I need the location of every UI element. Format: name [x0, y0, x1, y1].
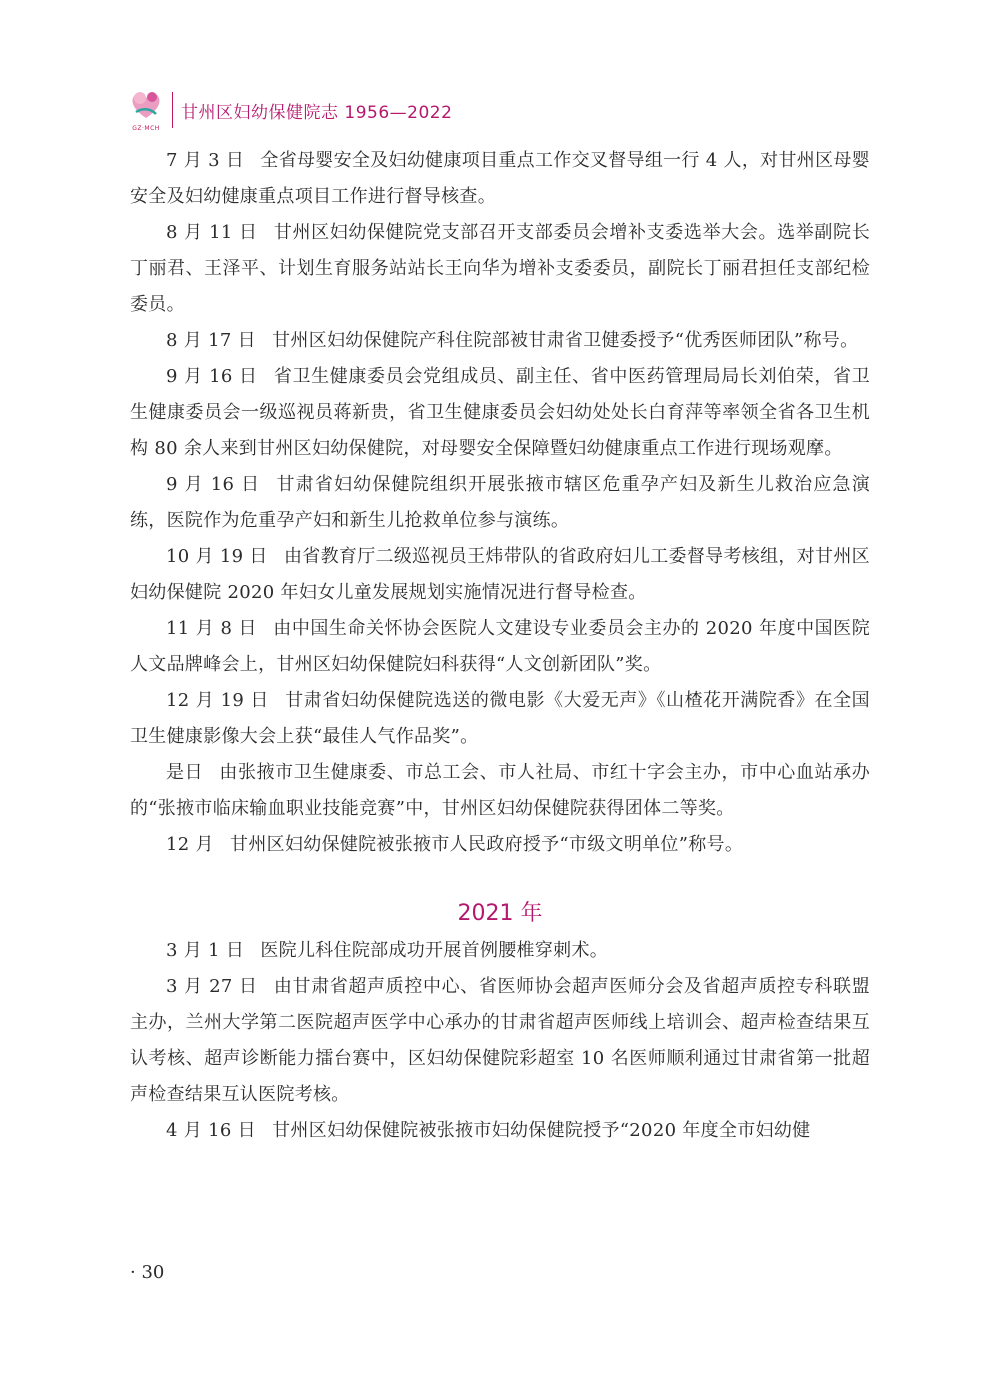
- chronicle-entry: [130, 323, 870, 359]
- chronicle-entry: [130, 827, 870, 863]
- page-header: [128, 88, 452, 132]
- hospital-logo-icon: [128, 88, 164, 132]
- chronicle-entry: [130, 143, 870, 215]
- entry-date: 10 月 19 日: [166, 546, 268, 567]
- entry-text: 由省教育厅二级巡视员王炜带队的省政府妇儿工委督导考核组，对甘州区妇幼保健院 2020 年妇女儿童发展规划实施情况进行督导检查。: [130, 546, 870, 603]
- entry-text: 全省母婴安全及妇幼健康项目重点工作交叉督导组一行 4 人，对甘州区母婴安全及妇幼健康重点项目工作进行督导核查。: [130, 150, 870, 207]
- page-body: [130, 143, 870, 1149]
- entry-date: 12 月: [166, 834, 214, 855]
- entry-text: 由中国生命关怀协会医院人文建设专业委员会主办的 2020 年度中国医院人文品牌峰会上，甘州区妇幼保健院妇科获得“人文创新团队”奖。: [130, 618, 871, 675]
- entry-text: 由张掖市卫生健康委、市总工会、市人社局、市红十字会主办，市中心血站承办的“张掖市临床输血职业技能竞赛”中，甘州区妇幼保健院获得团体二等奖。: [130, 762, 870, 819]
- chronicle-entry: [130, 215, 870, 323]
- entry-date: 12 月 19 日: [166, 690, 269, 711]
- logo-text: GZ·MCH: [132, 125, 160, 132]
- chronicle-entry: [130, 359, 870, 467]
- entry-text: 甘州区妇幼保健院被张掖市人民政府授予“市级文明单位”称号。: [230, 834, 744, 855]
- entry-date: 9 月 16 日: [166, 366, 258, 387]
- entry-date: 是日: [166, 762, 204, 783]
- chronicle-entry: [130, 683, 870, 755]
- entry-date: 8 月 17 日: [166, 330, 256, 351]
- chronicle-entry: [130, 467, 870, 539]
- chronicle-entry: [130, 933, 870, 969]
- entries-2020: [130, 143, 870, 863]
- entry-date: 3 月 27 日: [166, 976, 258, 997]
- chronicle-entry: [130, 539, 870, 611]
- entry-date: 4 月 16 日: [166, 1120, 256, 1141]
- entry-text: 由甘肃省超声质控中心、省医师协会超声医师分会及省超声质控专科联盟主办，兰州大学第二医院超声医学中心承办的甘肃省超声医师线上培训会、超声检查结果互认考核、超声诊断能力擂台赛中，区妇幼保健院彩超室 10 名医师顺利通过甘肃省第一批超声检查结果互认医院考核。: [130, 976, 870, 1105]
- entry-date: 8 月 11 日: [166, 222, 258, 243]
- chronicle-entry: [130, 969, 870, 1113]
- entry-text: 甘州区妇幼保健院产科住院部被甘肃省卫健委授予“优秀医师团队”称号。: [272, 330, 859, 351]
- chronicle-entry: [130, 611, 870, 683]
- entry-date: 11 月 8 日: [166, 618, 258, 639]
- entry-date: 7 月 3 日: [166, 150, 245, 171]
- book-title: 甘州区妇幼保健院志 1956—2022: [181, 102, 453, 123]
- year-heading: 2021 年: [457, 901, 543, 926]
- page-number: · 30: [130, 1262, 165, 1283]
- chronicle-entry: [130, 1113, 870, 1149]
- entry-text: 省卫生健康委员会党组成员、副主任、省中医药管理局局长刘伯荣，省卫生健康委员会一级巡视员蒋新贵，省卫生健康委员会妇幼处处长白育萍等率领全省各卫生机构 80 余人来到甘州区妇幼保健院，对母婴安全保障暨妇幼健康重点工作进行现场观摩。: [130, 366, 870, 459]
- entry-date: 9 月 16 日: [166, 474, 261, 495]
- header-divider: [172, 92, 173, 128]
- entry-text: 甘肃省妇幼保健院选送的微电影《大爱无声》《山楂花开满院香》在全国卫生健康影像大会上获“最佳人气作品奖”。: [130, 690, 870, 747]
- entries-2021: [130, 933, 870, 1149]
- entry-text: 甘肃省妇幼保健院组织开展张掖市辖区危重孕产妇及新生儿救治应急演练，医院作为危重孕产妇和新生儿抢救单位参与演练。: [130, 474, 871, 531]
- entry-text: 甘州区妇幼保健院被张掖市妇幼保健院授予“2020 年度全市妇幼健: [272, 1120, 811, 1141]
- entry-date: 3 月 1 日: [166, 940, 245, 961]
- entry-text: 甘州区妇幼保健院党支部召开支部委员会增补支委选举大会。选举副院长丁丽君、王泽平、计划生育服务站站长王向华为增补支委委员，副院长丁丽君担任支部纪检委员。: [130, 222, 870, 315]
- chronicle-entry: [130, 755, 870, 827]
- entry-text: 医院儿科住院部成功开展首例腰椎穿刺术。: [260, 940, 609, 961]
